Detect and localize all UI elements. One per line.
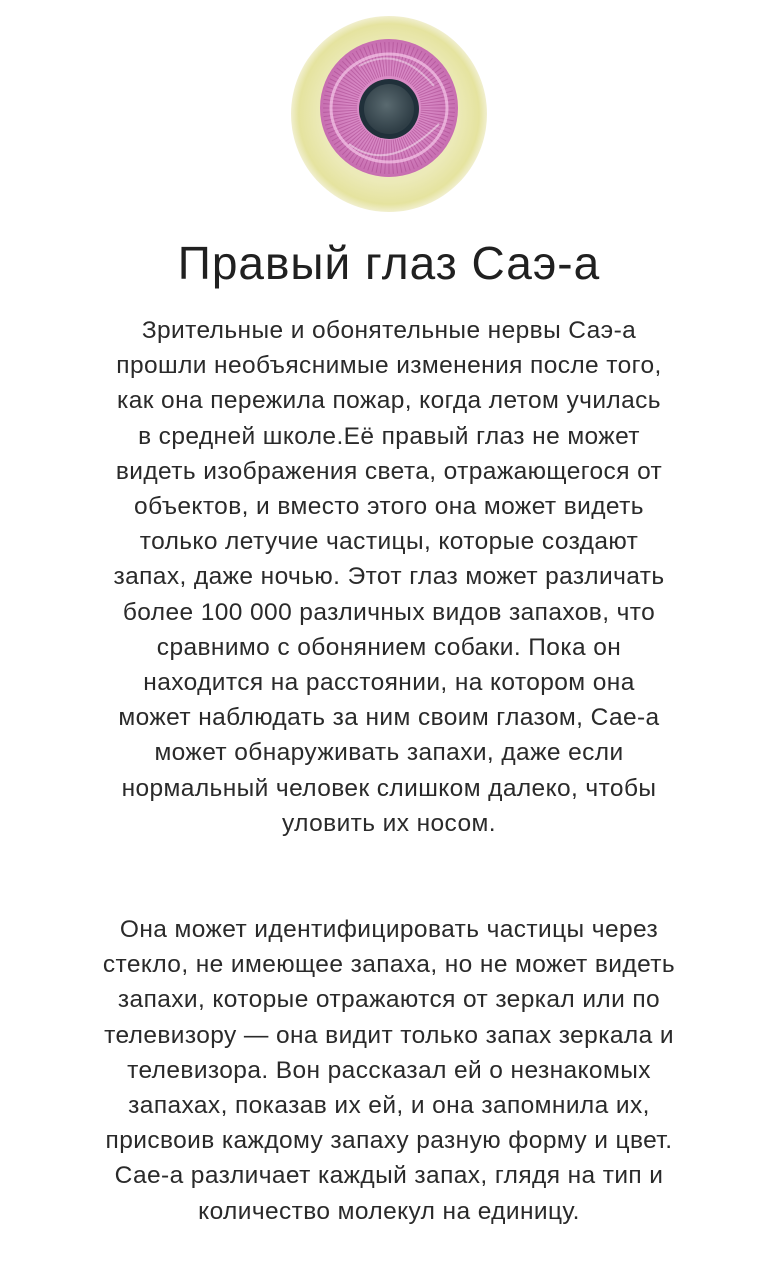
paragraph-line: Сае-а различает каждый запах, глядя на тип и	[114, 1162, 664, 1190]
page-title: Правый глаз Саэ-а	[177, 237, 601, 289]
paragraph-line: нормальный человек слишком далеко, чтобы	[121, 774, 657, 802]
paragraph-line: прошли необъяснимые изменения после того,	[116, 352, 662, 380]
paragraph-line: запахах, показав их ей, и она запомнила их,	[128, 1092, 650, 1120]
eye-icon	[289, 14, 489, 214]
paragraph-line: может наблюдать за ним своим глазом, Сае-а	[118, 704, 660, 732]
paragraph-line: Зрительные и обонятельные нервы Саэ-а	[141, 317, 637, 344]
paragraph-line: запахи, которые отражаются от зеркал или по	[117, 986, 661, 1014]
paragraph-line: как она пережила пожар, когда летом училась	[117, 387, 661, 415]
paragraph-line: объектов, и вместо этого она может видеть	[134, 493, 644, 521]
paragraph-line: телевизора. Вон рассказал ей о незнакомых	[127, 1056, 651, 1084]
paragraph-line: присвоив каждому запаху разную форму и цвет.	[105, 1127, 673, 1155]
paragraph-line: сравнимо с обонянием собаки. Пока он	[156, 633, 622, 661]
paragraph-line: находится на расстоянии, на котором она	[143, 669, 635, 697]
paragraph-line: Она может идентифицировать частицы через	[119, 916, 659, 943]
paragraph-line: в средней школе.Её правый глаз не может	[138, 422, 640, 450]
paragraph-2	[50, 912, 728, 1229]
paragraph-1	[50, 313, 728, 841]
paragraph-line: уловить их носом.	[282, 809, 496, 837]
paragraph-line: количество молекул на единицу.	[198, 1197, 580, 1225]
paragraph-line: может обнаруживать запахи, даже если	[154, 739, 624, 767]
eye-illustration	[289, 14, 489, 214]
paragraph-line: запах, даже ночью. Этот глаз может различать	[113, 563, 665, 591]
eye-pupil	[364, 84, 414, 134]
paragraph-line: более 100 000 различных видов запахов, что	[122, 598, 656, 626]
paragraph-line: стекло, не имеющее запаха, но не может видеть	[102, 951, 676, 979]
paragraph-line: видеть изображения света, отражающегося от	[115, 457, 663, 485]
paragraph-line: телевизору — она видит только запах зеркала и	[104, 1021, 674, 1049]
paragraph-line: только летучие частицы, которые создают	[139, 528, 639, 556]
